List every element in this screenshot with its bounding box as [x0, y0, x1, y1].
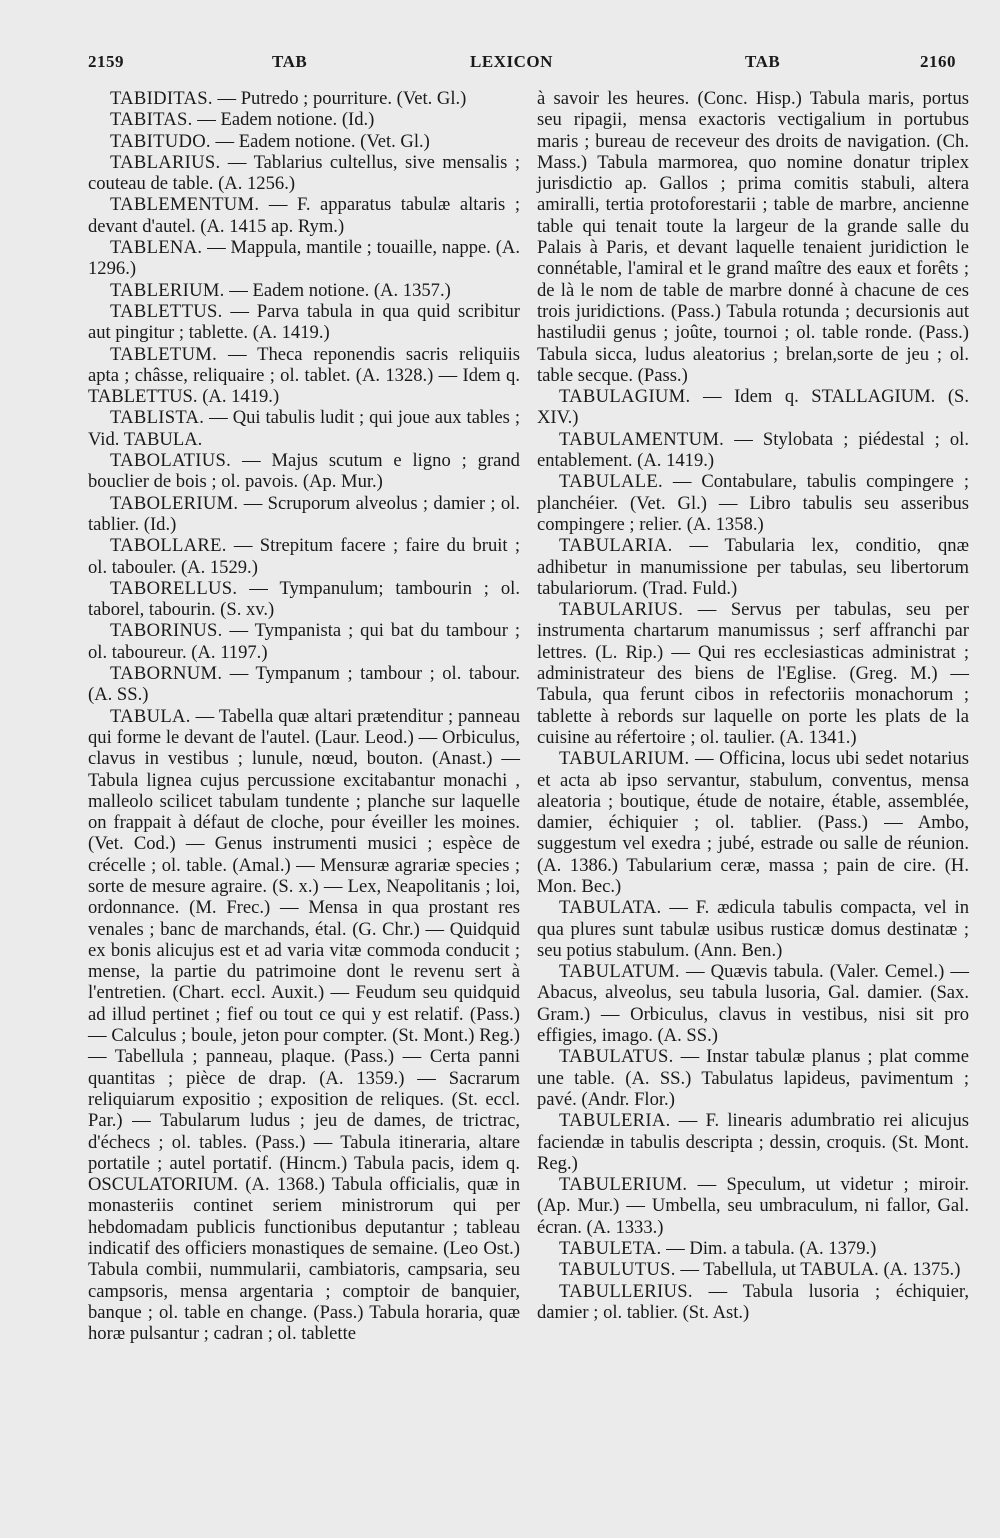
- entry-definition: — Tympanista ; qui bat du tambour ; ol. taboureur. (A. 1197.): [88, 620, 520, 663]
- dictionary-entry: [537, 88, 969, 386]
- dictionary-entry: [537, 386, 969, 429]
- entry-headword: TABLENA.: [110, 237, 203, 259]
- entry-definition: — Servus per tabulas, seu per instrumenta chartarum manumissus ; serf affranchi par lettres. (L. Rip.) — Qui res ecclesiasticas administrat ; administrateur des biens de l'Eglise. (Greg. M.) — Tabula, qua ferunt cibos in refectoriis monachorum ; tablette à rebords sur laquelle on porte les plats de la cuisine au réfertoire ; ol. taulier. (A. 1341.): [537, 599, 969, 748]
- entry-definition: — Tympanulum; tambourin ; ol. taborel, tabourin. (S. xv.): [88, 577, 520, 621]
- entry-headword: TABULA.: [110, 705, 191, 727]
- dictionary-entry: [88, 450, 520, 493]
- dictionary-entry: [537, 897, 969, 961]
- dictionary-entry: [88, 301, 520, 344]
- dictionary-entry: [537, 1110, 969, 1174]
- entry-definition: — Eadem notione. (Id.): [197, 109, 375, 131]
- running-head-left: TAB: [272, 52, 308, 71]
- dictionary-entry: [88, 620, 520, 663]
- entry-definition: — Contabulare, tabulis compingere ; planchéier. (Vet. Gl.) — Libro tabulis seu asseribus compingere ; relier. (A. 1358.): [537, 471, 969, 535]
- entry-definition: — Tabella quæ altari prætenditur ; panneau qui forme le devant de l'autel. (Laur. Leod.) — Orbiculus, clavus in vestibus ; lunule, nœud, bouton. (Anast.) — Tabula lignea cujus percussione excitabantur monachi , malleolo scilicet tabulam tundente ; planche sur laquelle on frappait à défaut de cloche, pour éveiller les moines. (Vet. Cod.) — Genus instrumenti musici ; espèce de crécelle ; ol. table. (Amal.) — Mensuræ agrariæ species ; sorte de mesure agraire. (S. x.) — Lex, Neapolitanis ; loi, ordonnance. (M. Frec.) — Mensa in qua prostant res venales ; banc de marchands, étal. (G. Chr.) — Quidquid ex bonis alicujus est et ad varia vitæ commoda conducit ; mense, la partie du patrimoine dont le revenu sert à l'entretien. (Chart. eccl. Auxit.) — Feudum seu quidquid ad illud pertinet ; fief ou tout ce qui y est relatif. (Pass.) — Calculus ; boule, jeton pour compter. (St. Mont.) Reg.) — Tabellula ; panneau, plaque. (Pass.) — Certa panni quantitas ; pièce de drap. (A. 1359.) — Sacrarum reliquiarum expositio ; exposition de reliques. (St. eccl. Par.) — Tabularum ludus ; jeu de dames, de trictrac, d'échecs ; ol. tables. (Pass.) — Tabula itineraria, altare portatile ; autel portatif. (Hincm.) Tabula pacis, idem q. OSCULATORIUM. (A. 1368.) Tabula officialis, quæ in monasteriis continet seriem ministrorum qui per hebdomadam publicis functionibus deputantur ; tableau indicatif des officiers monastiques de semaine. (Leo Ost.) Tabula combii, nummularii, cambiatoris, campsaria, seu campsoris, mensa argentaria ; comptoir de banquier, banque ; ol. table en change. (Pass.) Tabula horaria, quæ horæ pulsantur ; cadran ; ol. tablette: [88, 705, 521, 1345]
- entry-definition: — Dim. a tabula. (A. 1379.): [666, 1238, 877, 1260]
- entry-definition: — Quævis tabula. (Valer. Cemel.) — Abacus, alveolus, seu tabula lusoria, Gal. damier. (Sax. Gram.) — Orbiculus, clavus in vestibus, nisi sit pro effigies, imago. (A. SS.): [537, 961, 969, 1047]
- entry-headword: TABULAMENTUM.: [559, 428, 725, 450]
- dictionary-entry: [88, 493, 520, 536]
- entry-definition: — Tabularia lex, conditio, qnæ adhibetur in manumissione per tabulas, seu libertorum tabulariorum. (Trad. Fuld.): [537, 535, 969, 599]
- dictionary-entry: [88, 663, 520, 706]
- dictionary-entry: [537, 1238, 969, 1259]
- entry-headword: TABORELLUS.: [110, 577, 238, 599]
- entry-headword: TABULATUS.: [559, 1046, 674, 1068]
- dictionary-entry: [88, 237, 520, 280]
- entry-definition: — Speculum, ut videtur ; miroir. (Ap. Mur.) — Umbella, seu umbraculum, ni fallor, Gal. écran. (A. 1333.): [537, 1174, 969, 1238]
- entry-definition: — Strepitum facere ; faire du bruit ; ol. tabouler. (A. 1529.): [88, 535, 520, 578]
- entry-headword: TABULATA.: [559, 897, 662, 919]
- entry-definition: — Tablarius cultellus, sive mensalis ; couteau de table. (A. 1256.): [88, 151, 520, 195]
- entry-headword: TABULERIUM.: [559, 1174, 688, 1196]
- page-number-right: 2160: [920, 52, 956, 71]
- entry-definition: — Stylobata ; piédestal ; ol. entablement. (A. 1419.): [537, 428, 969, 472]
- dictionary-entry: [537, 471, 969, 535]
- entry-definition: — F. ædicula tabulis compacta, vel in qua plures sunt tabulæ usibus rusticæ domus destinatæ ; seu potius stabulum. (Ann. Ben.): [537, 897, 969, 961]
- dictionary-entry: [537, 599, 969, 748]
- dictionary-entry: [88, 131, 520, 152]
- entry-headword: TABULARIUM.: [559, 748, 690, 770]
- entry-definition: — Eadem notione. (Vet. Gl.): [215, 130, 430, 152]
- dictionary-entry: [537, 1046, 969, 1110]
- entry-definition: — Tabula lusoria ; échiquier, damier ; ol. tablier. (St. Ast.): [537, 1280, 969, 1323]
- left-column: [88, 88, 520, 1345]
- dictionary-entry: [88, 578, 520, 621]
- dictionary-entry: [537, 1259, 969, 1280]
- entry-headword: TABITUDO.: [110, 130, 211, 152]
- entry-headword: TABOLATIUS.: [110, 450, 232, 472]
- entry-headword: TABORNUM.: [110, 663, 223, 685]
- entry-definition: — Qui tabulis ludit ; qui joue aux tables ; Vid. TABULA.: [88, 407, 520, 450]
- entry-headword: TABOLERIUM.: [110, 492, 239, 514]
- right-column: [537, 88, 969, 1323]
- entry-definition: — F. apparatus tabulæ altaris ; devant d'autel. (A. 1415 ap. Rym.): [88, 194, 520, 237]
- entry-headword: TABORINUS.: [110, 620, 223, 642]
- entry-headword: TABULERIA.: [559, 1110, 671, 1132]
- entry-definition: — Mappula, mantile ; touaille, nappe. (A. 1296.): [88, 237, 520, 280]
- entry-headword: TABIDITAS.: [110, 88, 213, 109]
- entry-headword: TABOLLARE.: [110, 535, 227, 557]
- dictionary-entry: [537, 1174, 969, 1238]
- dictionary-entry: [88, 344, 520, 408]
- entry-headword: TABITAS.: [110, 109, 193, 131]
- entry-headword: TABLERIUM.: [110, 279, 225, 301]
- dictionary-entry: [88, 706, 520, 1345]
- entry-headword: TABLARIUS.: [110, 151, 221, 173]
- dictionary-entry: [88, 194, 520, 237]
- entry-definition: — Tympanum ; tambour ; ol. tabour. (A. SS.): [88, 663, 521, 706]
- entry-headword: TABLETUM.: [110, 343, 218, 365]
- dictionary-entry: [537, 429, 969, 472]
- entry-definition: — Idem q. STALLAGIUM. (S. XIV.): [537, 386, 969, 429]
- dictionary-entry: [537, 748, 969, 897]
- entry-definition: — Officina, locus ubi sedet notarius et acta ab ipso servantur, stabulum, conventus, mensa aleatoria ; boutique, étude de notaire, étable, assemblée, damier, échiquier ; ol. tablier. (Pass.) — Ambo, suggestum vel exedra ; jubé, estrade ou salle de réunion. (A. 1386.) Tabularium ceræ, massa ; pain de cire. (H. Mon. Bec.): [537, 748, 969, 897]
- entry-definition: — Instar tabulæ planus ; plat comme une table. (A. SS.) Tabulatus lapideus, pavimentum ; pavé. (Andr. Flor.): [537, 1046, 969, 1110]
- dictionary-entry: [537, 961, 969, 1046]
- entry-definition: — Eadem notione. (A. 1357.): [229, 279, 451, 301]
- entry-headword: TABULETA.: [559, 1238, 662, 1260]
- entry-definition: — Tabellula, ut TABULA. (A. 1375.): [680, 1259, 961, 1281]
- entry-definition: — Putredo ; pourriture. (Vet. Gl.): [217, 88, 467, 109]
- entry-headword: TABLETTUS.: [110, 300, 223, 322]
- entry-headword: TABULALE.: [559, 471, 663, 493]
- entry-headword: TABULARIA.: [559, 535, 673, 557]
- dictionary-entry: [88, 109, 520, 130]
- entry-headword: TABULAGIUM.: [559, 386, 691, 408]
- entry-headword: TABULLERIUS.: [559, 1280, 693, 1302]
- running-head-center: LEXICON: [470, 52, 553, 71]
- entry-definition: — Theca reponendis sacris reliquiis apta ; châsse, reliquaire ; ol. tablet. (A. 1328.) — Idem q. TABLETTUS. (A. 1419.): [88, 343, 520, 408]
- dictionary-entry: [88, 535, 520, 578]
- dictionary-entry: [88, 152, 520, 195]
- entry-definition: — Scruporum alveolus ; damier ; ol. tablier. (Id.): [88, 492, 520, 535]
- running-head-right: TAB: [745, 52, 781, 71]
- entry-definition: — F. linearis adumbratio rei alicujus faciendæ in tabulis descripta ; dessin, croquis. (St. Mont. Reg.): [537, 1110, 970, 1174]
- entry-headword: TABLEMENTUM.: [110, 194, 260, 216]
- entry-headword: TABULARIUS.: [559, 599, 684, 621]
- dictionary-entry: [537, 535, 969, 599]
- dictionary-entry: [88, 280, 520, 301]
- entry-definition: — Parva tabula in qua quid scribitur aut pingitur ; tablette. (A. 1419.): [88, 300, 520, 344]
- dictionary-entry: [537, 1281, 969, 1324]
- dictionary-entry: [88, 407, 520, 450]
- entry-definition: — Majus scutum e ligno ; grand bouclier de bois ; ol. pavois. (Ap. Mur.): [88, 450, 520, 493]
- page-number-left: 2159: [88, 52, 124, 71]
- dictionary-entry: [88, 88, 520, 109]
- entry-headword: TABULATUM.: [559, 961, 680, 983]
- entry-headword: TABLISTA.: [110, 407, 205, 429]
- entry-headword: TABULUTUS.: [559, 1259, 676, 1281]
- entry-definition: à savoir les heures. (Conc. Hisp.) Tabula maris, portus seu ripagii, mensa exactoris vectigalium in portubus maris ; bureau de receveur des droits de navigation. (Ch. Mass.) Tabula marmorea, quo nomine donatur triplex jurisdictio ap. Gallos ; prima comitis stabuli, altera amiralli, tertia protoforestarii ; table de marbre, ancienne table qui tenait toute la largeur de la grande salle du Palais à Paris, et devant laquelle tenaient juridiction le connétable, l'amiral et le grand maître des eaux et forêts ; de là le nom de table de marbre donné à chacune de ces trois juridictions. (Pass.) Tabula rotunda ; decursionis aut hastiludii genus ; joûte, tournoi ; ol. table ronde. (Pass.) Tabula sicca, ludus aleatorius ; brelan,sorte de jeu ; ol. table secque. (Pass.): [537, 88, 969, 386]
